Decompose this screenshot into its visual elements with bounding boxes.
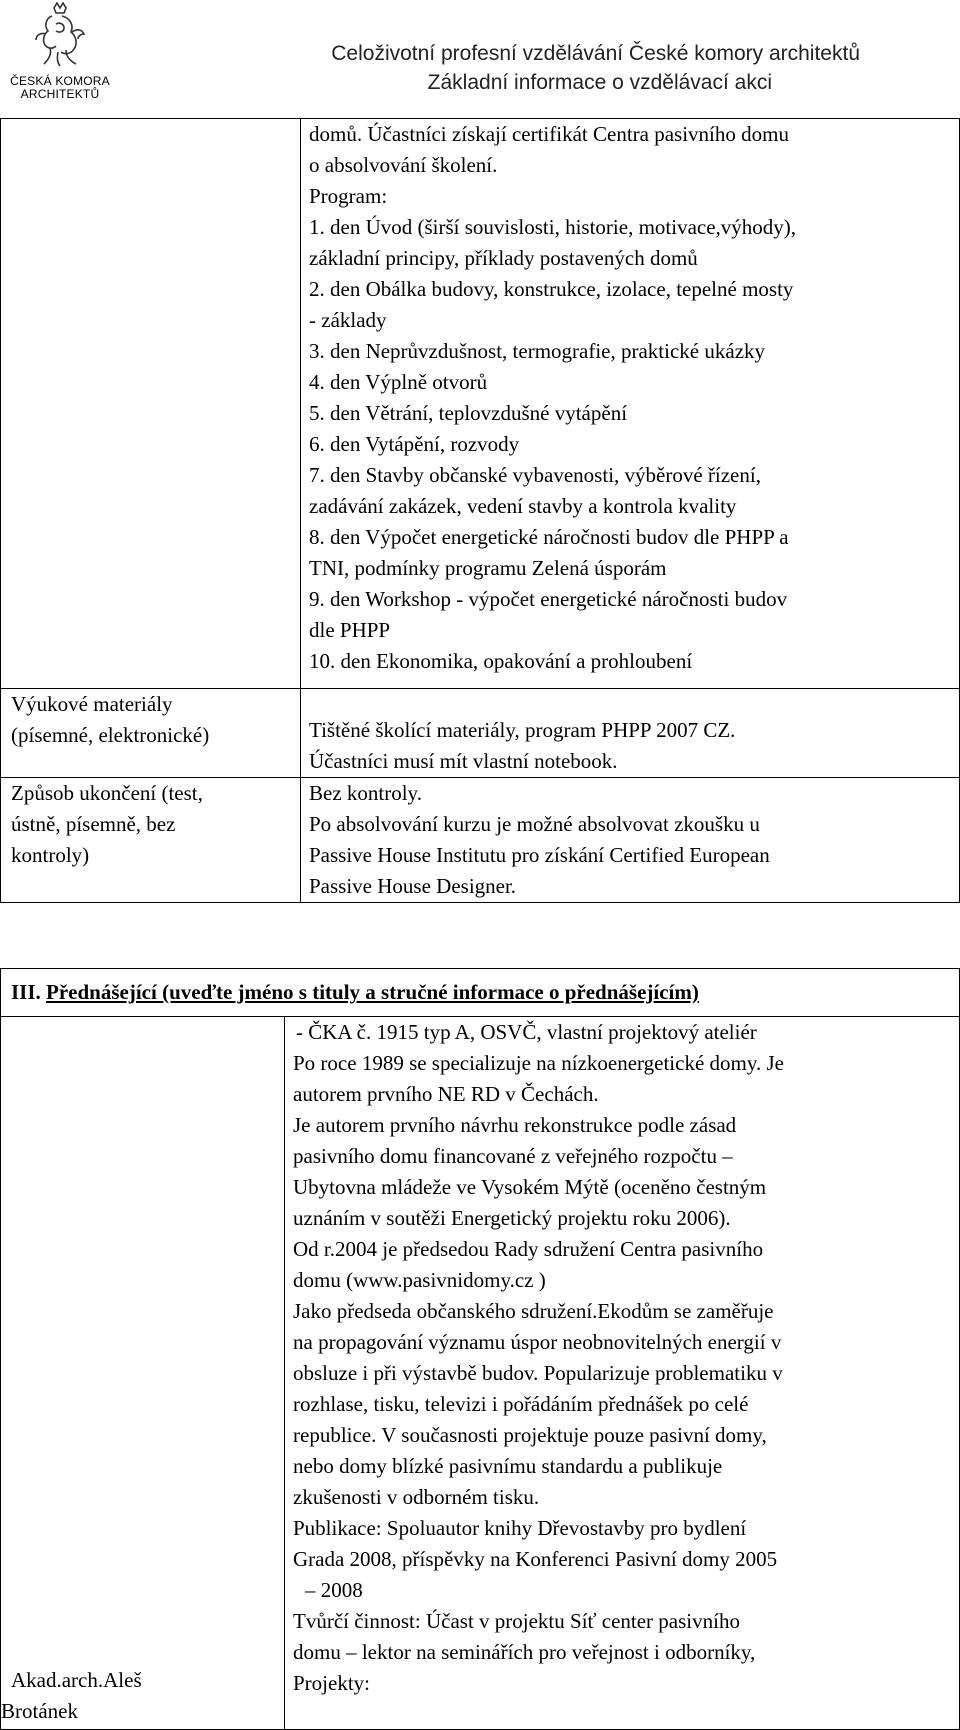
materials-label-cell: [1, 689, 301, 778]
completion-value-cell: [301, 778, 960, 903]
program-line: základní principy, příklady postavených domů: [309, 246, 698, 270]
completion-value: Po absolvování kurzu je možné absolvovat zkoušku u: [309, 812, 760, 836]
program-line: zadávání zakázek, vedení stavby a kontrola kvality: [309, 494, 737, 518]
lecturer-info-line: Grada 2008, příspěvky na Konferenci Pasivní domy 2005: [293, 1547, 778, 1571]
lecturer-info-line: Ubytovna mládeže ve Vysokém Mýtě (oceněno čestným: [293, 1175, 767, 1199]
completion-label: kontroly): [11, 843, 90, 867]
lecturer-info-line: domu (www.pasivnidomy.cz ): [293, 1268, 546, 1292]
materials-value: Tištěné školící materiály, program PHPP 2007 CZ.: [309, 718, 736, 742]
program-line: 1. den Úvod (širší souvislosti, historie, motivace,výhody),: [309, 215, 797, 239]
lecturer-info-line: republice. V současnosti projektuje pouze pasivní domy,: [293, 1423, 767, 1447]
logo-text-line1: ČESKÁ KOMORA: [10, 74, 110, 88]
lecturer-info-line: Od r.2004 je předsedou Rady sdružení Centra pasivního: [293, 1237, 764, 1261]
completion-row: [1, 778, 960, 903]
program-line: 4. den Výplně otvorů: [309, 370, 488, 394]
program-line: 2. den Obálka budovy, konstrukce, izolace, tepelné mosty: [309, 277, 794, 301]
program-line: dle PHPP: [309, 618, 391, 642]
lecturer-name-cell: [1, 1017, 285, 1730]
page-header: [0, 0, 960, 118]
lecturer-info-line: nebo domy blízké pasivnímu standardu a publikuje: [293, 1454, 723, 1478]
header-subtitle: Základní informace o vzdělávací akci: [427, 71, 772, 94]
program-line: o absolvování školení.: [309, 153, 498, 177]
materials-value: Účastníci musí mít vlastní notebook.: [309, 749, 618, 773]
lecturer-info-line: Projekty:: [293, 1671, 370, 1695]
lecturer-name: Brotánek: [1, 1699, 78, 1723]
lecturer-info-line: Publikace: Spoluautor knihy Dřevostavby pro bydlení: [293, 1516, 747, 1540]
program-row: [1, 119, 960, 689]
program-line: - základy: [309, 308, 387, 332]
lion-emblem-icon: [32, 2, 88, 70]
program-line: 7. den Stavby občanské vybavenosti, výběrové řízení,: [309, 463, 761, 487]
lecturer-info-line: Je autorem prvního návrhu rekonstrukce podle zásad: [293, 1113, 737, 1137]
lecturer-info-line: Tvůrčí činnost: Účast v projektu Síť center pasivního: [293, 1609, 740, 1633]
program-line: 10. den Ekonomika, opakování a prohloubení: [309, 649, 693, 673]
materials-label: Výukové materiály: [11, 692, 173, 716]
materials-value-cell: [301, 689, 960, 778]
lecturer-info-line: obsluze i při výstavbě budov. Popularizuje problematiku v: [293, 1361, 783, 1385]
completion-value: Bez kontroly.: [309, 781, 422, 805]
lecturer-info-line: uznáním v soutěži Energetický projektu roku 2006).: [293, 1206, 731, 1230]
lecturer-section: [0, 968, 960, 1730]
program-line: 5. den Větrání, teplovzdušné vytápění: [309, 401, 628, 425]
program-line: 9. den Workshop - výpočet energetické náročnosti budov: [309, 587, 788, 611]
completion-label: Způsob ukončení (test,: [11, 781, 203, 805]
materials-row: [1, 689, 960, 778]
lecturer-info-line: - ČKA č. 1915 typ A, OSVČ, vlastní projektový ateliér: [296, 1020, 757, 1044]
lecturer-name: Akad.arch.Aleš: [11, 1668, 142, 1692]
completion-label: ústně, písemně, bez: [11, 812, 176, 836]
section-heading-text: Přednášející (uveďte jméno s tituly a stručné informace o přednášejícím): [46, 980, 699, 1004]
lecturer-info-line: – 2008: [305, 1578, 363, 1602]
lecturer-info-line: autorem prvního NE RD v Čechách.: [293, 1082, 599, 1106]
lecturer-info-line: na propagování významu úspor neobnovitelných energií v: [293, 1330, 782, 1354]
lecturer-info-line: domu – lektor na seminářích pro veřejnost i odborníky,: [293, 1640, 756, 1664]
program-line: TNI, podmínky programu Zelená úsporám: [309, 556, 667, 580]
completion-value: Passive House Institutu pro získání Certified European: [309, 843, 770, 867]
lecturer-table: [0, 1016, 960, 1730]
lecturer-info-line: pasivního domu financované z veřejného rozpočtu –: [293, 1144, 733, 1168]
cka-logo: [2, 2, 118, 102]
lecturer-info-line: rozhlase, tisku, televizi i pořádáním přednášek po celé: [293, 1392, 749, 1416]
header-title: Celoživotní profesní vzdělávání České komory architektů: [331, 42, 860, 65]
lecturer-section-heading: [0, 968, 960, 1016]
program-line: 6. den Vytápění, rozvody: [309, 432, 520, 456]
program-line: Program:: [309, 184, 388, 208]
program-line: 8. den Výpočet energetické náročnosti budov dle PHPP a: [309, 525, 789, 549]
lecturer-info-line: Jako předseda občanského sdružení.Ekodům se zaměřuje: [293, 1299, 774, 1323]
lecturer-info-line: zkušenosti v odborném tisku.: [293, 1485, 540, 1509]
section-number: III.: [11, 980, 47, 1004]
lecturer-info-line: Po roce 1989 se specializuje na nízkoenergetické domy. Je: [293, 1051, 784, 1075]
program-label-cell: [1, 119, 301, 689]
course-info-table: [0, 118, 960, 903]
materials-label: (písemné, elektronické): [11, 723, 210, 747]
completion-value: Passive House Designer.: [309, 874, 517, 898]
logo-text-line2: ARCHITEKTŮ: [20, 87, 100, 101]
program-value-cell: [301, 119, 960, 689]
completion-label-cell: [1, 778, 301, 903]
lecturer-info-cell: [285, 1017, 960, 1730]
program-line: domů. Účastníci získají certifikát Centra pasivního domu: [309, 122, 789, 146]
program-line: 3. den Neprůvzdušnost, termografie, praktické ukázky: [309, 339, 766, 363]
